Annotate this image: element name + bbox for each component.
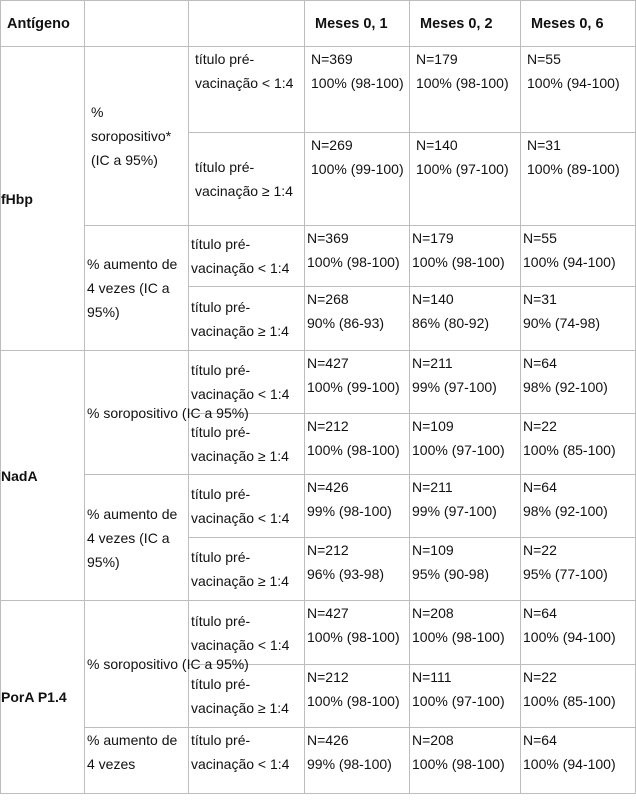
value-cell xyxy=(305,351,410,414)
value-cell xyxy=(305,665,410,728)
percent-ci: 100% (98-100) xyxy=(416,75,509,91)
n-value: N=179 xyxy=(412,230,454,246)
percent-ci: 100% (98-100) xyxy=(307,693,400,709)
stratum-line: título pré- xyxy=(191,549,251,565)
stratum-line: título pré- xyxy=(191,362,251,378)
stratum-line: vacinação ≥ 1:4 xyxy=(191,700,289,716)
percent-ci: 90% (74-98) xyxy=(523,315,601,331)
stratum-line: título pré- xyxy=(191,486,251,502)
value-cell xyxy=(410,287,521,351)
percent-ci: 100% (94-100) xyxy=(523,254,616,270)
stratum-label: título pré-vacinação < 1:4 xyxy=(189,47,305,133)
table-row xyxy=(1,351,636,414)
n-value: N=269 xyxy=(311,137,353,153)
n-value: N=208 xyxy=(412,605,454,621)
percent-ci: 100% (97-100) xyxy=(412,693,505,709)
n-value: N=426 xyxy=(307,732,349,748)
percent-ci: 100% (97-100) xyxy=(416,161,509,177)
n-value: N=111 xyxy=(412,669,452,685)
stratum-line: título pré- xyxy=(191,236,251,252)
n-value: N=212 xyxy=(307,669,349,685)
n-value: N=140 xyxy=(412,291,454,307)
stratum-label xyxy=(189,538,305,601)
value-cell xyxy=(521,226,636,287)
value-cell xyxy=(521,538,636,601)
stratum-line: vacinação < 1:4 xyxy=(191,510,290,526)
n-value: N=109 xyxy=(412,418,454,434)
stratum-line: vacinação < 1:4 xyxy=(191,386,290,402)
antigen-nada: NadA xyxy=(1,351,85,601)
stratum-line: vacinação ≥ 1:4 xyxy=(191,573,289,589)
value-cell xyxy=(521,601,636,665)
header-months-0-6: Meses 0, 6 xyxy=(521,1,636,47)
percent-ci: 100% (85-100) xyxy=(523,693,616,709)
table-row xyxy=(1,226,636,287)
header-row xyxy=(1,1,636,47)
value-cell xyxy=(521,351,636,414)
n-value: N=369 xyxy=(311,51,353,67)
stratum-label xyxy=(189,287,305,351)
stratum-label xyxy=(189,665,305,728)
table-row xyxy=(1,601,636,665)
n-value: N=211 xyxy=(412,355,453,371)
value-cell xyxy=(410,47,521,133)
n-value: N=64 xyxy=(523,605,557,621)
table-row xyxy=(1,475,636,538)
measure-label: % aumento de 4 vezes xyxy=(85,728,189,794)
n-value: N=212 xyxy=(307,542,349,558)
percent-ci: 100% (98-100) xyxy=(412,756,505,772)
percent-ci: 100% (98-100) xyxy=(307,629,400,645)
percent-ci: 86% (80-92) xyxy=(412,315,490,331)
value-cell xyxy=(521,728,636,794)
n-value: N=109 xyxy=(412,542,454,558)
value-cell xyxy=(410,665,521,728)
percent-ci: 90% (86-93) xyxy=(307,315,385,331)
value-cell xyxy=(305,414,410,475)
percent-ci: 100% (98-100) xyxy=(412,254,505,270)
stratum-line: vacinação < 1:4 xyxy=(191,636,290,653)
percent-ci: 100% (89-100) xyxy=(527,161,620,177)
value-cell xyxy=(410,728,521,794)
n-value: N=64 xyxy=(523,355,557,371)
percent-ci: 100% (94-100) xyxy=(523,629,616,645)
measure-label: % aumento de 4 vezes (IC a 95%) xyxy=(85,226,189,351)
value-cell xyxy=(410,538,521,601)
measure-line: % soropositivo (IC a 95%) xyxy=(87,656,249,672)
stratum-line: vacinação < 1:4 xyxy=(191,260,290,276)
stratum-label xyxy=(189,728,305,794)
value-cell xyxy=(521,414,636,475)
value-cell xyxy=(410,133,521,226)
percent-ci: 95% (77-100) xyxy=(523,566,608,582)
stratum-line: título pré- xyxy=(191,676,251,692)
n-value: N=427 xyxy=(307,605,349,621)
stratum-label xyxy=(189,601,305,665)
percent-ci: 100% (98-100) xyxy=(307,442,400,458)
stratum-label xyxy=(189,414,305,475)
percent-ci: 96% (93-98) xyxy=(307,566,385,582)
n-value: N=426 xyxy=(307,479,349,495)
value-cell xyxy=(521,665,636,728)
percent-ci: 99% (97-100) xyxy=(412,379,497,395)
percent-ci: 99% (98-100) xyxy=(307,756,392,772)
percent-ci: 99% (97-100) xyxy=(412,503,497,519)
value-cell xyxy=(305,538,410,601)
n-value: N=64 xyxy=(523,732,557,748)
n-value: N=31 xyxy=(523,291,557,307)
value-cell xyxy=(521,287,636,351)
stratum-line: título pré- xyxy=(191,612,251,629)
stratum-line: vacinação < 1:4 xyxy=(191,756,290,772)
antigen-pora: PorA P1.4 xyxy=(1,601,85,794)
n-value: N=22 xyxy=(523,669,557,685)
n-value: N=369 xyxy=(307,230,349,246)
value-cell xyxy=(305,728,410,794)
percent-ci: 98% (92-100) xyxy=(523,503,608,519)
percent-ci: 100% (99-100) xyxy=(311,161,404,177)
n-value: N=140 xyxy=(416,137,458,153)
percent-ci: 99% (98-100) xyxy=(307,503,392,519)
table-row xyxy=(1,47,636,133)
stratum-line: título pré- xyxy=(191,298,251,315)
measure-line: % soropositivo (IC a 95%) xyxy=(87,404,249,421)
stratum-label: título pré-vacinação ≥ 1:4 xyxy=(189,133,305,226)
value-cell xyxy=(410,351,521,414)
stratum-line: vacinação ≥ 1:4 xyxy=(191,322,289,339)
value-cell xyxy=(305,601,410,665)
header-months-0-2: Meses 0, 2 xyxy=(410,1,521,47)
n-value: N=31 xyxy=(527,137,561,153)
value-cell xyxy=(305,133,410,226)
n-value: N=211 xyxy=(412,479,453,495)
header-blank xyxy=(189,1,305,47)
percent-ci: 100% (99-100) xyxy=(307,379,400,395)
antigen-fhbp: fHbp xyxy=(1,47,85,351)
value-cell xyxy=(521,475,636,538)
percent-ci: 98% (92-100) xyxy=(523,379,608,395)
value-cell xyxy=(305,287,410,351)
percent-ci: 100% (98-100) xyxy=(311,75,404,91)
stratum-label xyxy=(189,475,305,538)
measure-label: % aumento de 4 vezes (IC a 95%) xyxy=(85,475,189,601)
header-months-0-1: Meses 0, 1 xyxy=(305,1,410,47)
value-cell xyxy=(410,601,521,665)
n-value: N=55 xyxy=(523,230,557,246)
n-value: N=22 xyxy=(523,542,557,558)
value-cell xyxy=(410,475,521,538)
stratum-line: título pré- xyxy=(191,732,251,748)
stratum-label xyxy=(189,351,305,414)
header-antigen: Antígeno xyxy=(1,1,85,47)
n-value: N=208 xyxy=(412,732,454,748)
measure-label: % soropositivo* (IC a 95%) xyxy=(85,47,189,226)
value-cell xyxy=(305,47,410,133)
value-cell xyxy=(521,47,636,133)
percent-ci: 100% (98-100) xyxy=(412,629,505,645)
n-value: N=64 xyxy=(523,479,557,495)
percent-ci: 100% (85-100) xyxy=(523,442,616,458)
n-value: N=427 xyxy=(307,355,349,371)
stratum-line: título pré- xyxy=(191,424,251,440)
percent-ci: 95% (90-98) xyxy=(412,566,490,582)
percent-ci: 100% (94-100) xyxy=(523,756,616,772)
percent-ci: 100% (98-100) xyxy=(307,254,400,270)
n-value: N=212 xyxy=(307,418,349,434)
n-value: N=55 xyxy=(527,51,561,67)
value-cell xyxy=(410,226,521,287)
table-row xyxy=(1,728,636,794)
n-value: N=268 xyxy=(307,291,349,307)
stratum-label xyxy=(189,226,305,287)
value-cell xyxy=(521,133,636,226)
value-cell xyxy=(410,414,521,475)
percent-ci: 100% (94-100) xyxy=(527,75,620,91)
n-value: N=22 xyxy=(523,418,557,434)
percent-ci: 100% (97-100) xyxy=(412,442,505,458)
n-value: N=179 xyxy=(416,51,458,67)
value-cell xyxy=(305,475,410,538)
value-cell xyxy=(305,226,410,287)
stratum-line: vacinação ≥ 1:4 xyxy=(191,448,289,464)
header-blank xyxy=(85,1,189,47)
